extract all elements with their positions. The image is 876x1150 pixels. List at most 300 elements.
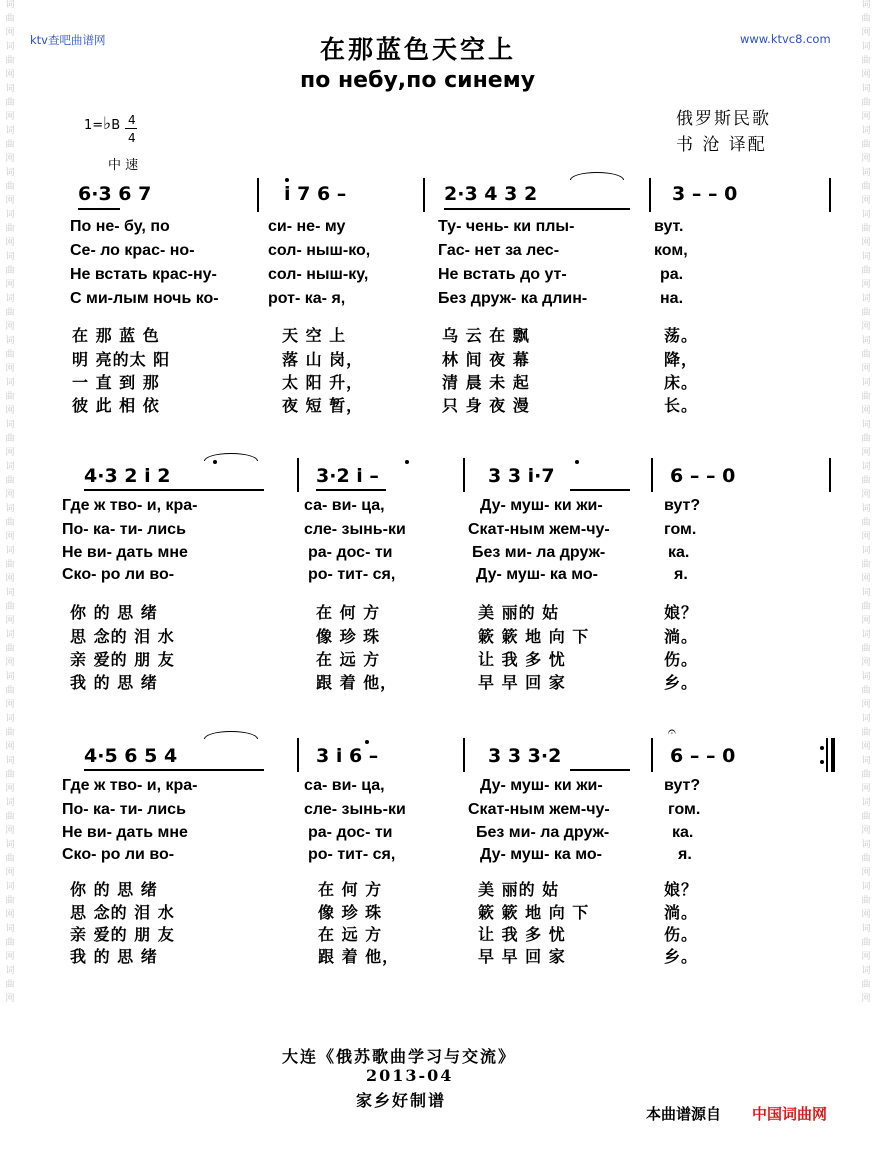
lyric-cn: 降， [664, 350, 699, 369]
lyric-ru: Ско- ро ли во- [62, 566, 175, 583]
watermark-glyph: 曲 [5, 770, 15, 780]
watermark-glyph: 网 [5, 238, 15, 248]
lyric-ru: ком, [654, 242, 688, 259]
lyric-cn: 美 丽的 姑 [478, 880, 560, 899]
watermark-glyph: 曲 [861, 896, 871, 906]
right-watermark-strip [858, 0, 874, 1150]
lyric-cn: 你 的 思 绪 [70, 603, 158, 622]
measure: 6·3 6 7 [78, 183, 152, 205]
lyric-ru: Ско- ро ли во- [62, 846, 175, 863]
lyric-ru: са- ви- ца, [304, 497, 385, 514]
translator-credit: 书 沧 译配 [676, 135, 767, 155]
high-octave-dot [575, 460, 579, 464]
eighth-underline [316, 489, 386, 491]
watermark-glyph: 曲 [861, 98, 871, 108]
watermark-glyph: 网 [5, 448, 15, 458]
watermark-glyph: 曲 [861, 602, 871, 612]
lyric-ru: рот- ка- я, [268, 290, 346, 307]
lyric-cn: 你 的 思 绪 [70, 880, 158, 899]
barline [463, 738, 465, 772]
watermark-glyph: 词 [5, 210, 15, 220]
watermark-glyph: 网 [861, 658, 871, 668]
watermark-glyph: 词 [5, 378, 15, 388]
repeat-dot [820, 760, 824, 764]
watermark-glyph: 网 [861, 574, 871, 584]
watermark-glyph: 网 [5, 490, 15, 500]
watermark-glyph: 词 [5, 336, 15, 346]
lyric-cn: 乌 云 在 飘 [442, 326, 530, 345]
watermark-glyph: 曲 [861, 518, 871, 528]
watermark-glyph: 词 [861, 252, 871, 262]
measure: 3·2 i – [316, 465, 379, 487]
watermark-glyph: 曲 [861, 560, 871, 570]
watermark-glyph: 词 [861, 840, 871, 850]
lyric-cn: 美 丽的 姑 [478, 603, 560, 622]
tie-slur [570, 172, 624, 180]
watermark-glyph: 曲 [5, 350, 15, 360]
lyric-ru: Не ви- дать мне [62, 824, 188, 841]
watermark-glyph: 曲 [861, 56, 871, 66]
footer-date: 2013-04 [366, 1066, 454, 1085]
barline [297, 738, 299, 772]
watermark-glyph: 词 [861, 672, 871, 682]
watermark-glyph: 曲 [861, 392, 871, 402]
lyric-cn: 在 何 方 [318, 880, 383, 899]
watermark-glyph: 网 [861, 154, 871, 164]
watermark-glyph: 词 [5, 294, 15, 304]
watermark-glyph: 词 [5, 168, 15, 178]
lyric-cn: 夜 短 暂， [282, 396, 364, 415]
lyric-ru: вут? [664, 497, 701, 514]
watermark-glyph: 词 [861, 588, 871, 598]
measure: 4·5 6 5 4 [84, 745, 178, 767]
lyric-cn: 在 远 方 [316, 650, 381, 669]
watermark-glyph: 词 [861, 126, 871, 136]
watermark-glyph: 曲 [5, 980, 15, 990]
watermark-glyph: 词 [5, 546, 15, 556]
lyric-cn: 太 阳 升， [282, 373, 364, 392]
watermark-glyph: 词 [5, 798, 15, 808]
watermark-glyph: 词 [861, 336, 871, 346]
source-site-link[interactable]: 中国词曲网 [752, 1105, 828, 1123]
measure: 3 3 i·7 [488, 465, 555, 487]
measure: 3 3 3·2 [488, 745, 562, 767]
watermark-glyph: 词 [861, 504, 871, 514]
watermark-glyph: 网 [5, 616, 15, 626]
watermark-glyph: 曲 [5, 98, 15, 108]
lyric-cn: 淌。 [664, 903, 699, 922]
time-signature-bottom: 4 [128, 131, 136, 145]
watermark-glyph: 曲 [861, 434, 871, 444]
lyric-cn: 早 早 回 家 [478, 673, 566, 692]
lyric-ru: ро- тит- ся, [308, 846, 396, 863]
lyric-ru: ра. [660, 266, 684, 283]
watermark-glyph: 词 [861, 420, 871, 430]
lyric-cn: 跟 着 他， [316, 673, 398, 692]
watermark-glyph: 网 [5, 406, 15, 416]
site-label-right: www.ktvc8.com [740, 32, 831, 46]
watermark-glyph: 曲 [5, 266, 15, 276]
watermark-glyph: 词 [861, 84, 871, 94]
lyric-ru: Ду- муш- ки жи- [480, 497, 603, 514]
lyric-cn: 荡。 [664, 326, 699, 345]
watermark-glyph: 词 [5, 126, 15, 136]
lyric-ru: Без друж- ка длин- [438, 290, 588, 307]
watermark-glyph: 词 [861, 378, 871, 388]
lyric-ru: ро- тит- ся, [308, 566, 396, 583]
watermark-glyph: 曲 [861, 980, 871, 990]
lyric-ru: ка. [668, 544, 690, 561]
lyric-ru: ра- дос- ти [308, 544, 393, 561]
watermark-glyph: 曲 [861, 140, 871, 150]
lyric-ru: Не ви- дать мне [62, 544, 188, 561]
watermark-glyph: 曲 [861, 854, 871, 864]
watermark-glyph: 曲 [5, 434, 15, 444]
lyric-ru: Ду- муш- ка мо- [476, 566, 598, 583]
watermark-glyph: 曲 [861, 224, 871, 234]
watermark-glyph: 网 [5, 868, 15, 878]
lyric-cn: 思 念的 泪 水 [70, 903, 175, 922]
lyric-ru: Не встать крас-ну- [70, 266, 217, 283]
watermark-glyph: 词 [861, 0, 871, 10]
barline [829, 458, 831, 492]
fermata-icon: 𝄐 [668, 724, 676, 740]
time-signature-line [125, 128, 137, 129]
lyric-cn: 思 念的 泪 水 [70, 627, 175, 646]
barline [423, 178, 425, 212]
watermark-glyph: 网 [861, 238, 871, 248]
lyric-cn: 伤。 [664, 650, 699, 669]
lyric-cn: 乡。 [664, 947, 699, 966]
watermark-glyph: 网 [861, 28, 871, 38]
watermark-glyph: 网 [5, 154, 15, 164]
watermark-glyph: 网 [5, 322, 15, 332]
watermark-glyph: 词 [861, 546, 871, 556]
lyric-cn: 明 亮的太 阳 [72, 350, 171, 369]
watermark-glyph: 网 [861, 910, 871, 920]
lyric-ru: са- ви- ца, [304, 777, 385, 794]
watermark-glyph: 曲 [5, 560, 15, 570]
lyric-ru: С ми-лым ночь ко- [70, 290, 219, 307]
lyric-cn: 彼 此 相 依 [72, 396, 160, 415]
watermark-glyph: 词 [861, 798, 871, 808]
lyric-cn: 只 身 夜 漫 [442, 396, 530, 415]
tie-slur [204, 731, 258, 739]
site-label-left: ktv查吧曲谱网 [30, 33, 106, 47]
lyric-ru: сол- ныш-ко, [268, 242, 371, 259]
watermark-glyph: 网 [861, 868, 871, 878]
high-octave-dot [285, 178, 289, 182]
watermark-glyph: 网 [861, 364, 871, 374]
watermark-glyph: 曲 [5, 476, 15, 486]
lyric-cn: 天 空 上 [282, 326, 347, 345]
watermark-glyph: 曲 [5, 14, 15, 24]
watermark-glyph: 词 [5, 966, 15, 976]
watermark-glyph: 网 [861, 532, 871, 542]
watermark-glyph: 词 [5, 924, 15, 934]
watermark-glyph: 曲 [861, 266, 871, 276]
barline [257, 178, 259, 212]
lyric-ru: Ду- муш- ки жи- [480, 777, 603, 794]
lyric-cn: 让 我 多 忧 [478, 650, 566, 669]
measure: 3 – – 0 [672, 183, 738, 205]
watermark-glyph: 词 [861, 210, 871, 220]
watermark-glyph: 曲 [5, 602, 15, 612]
lyric-cn: 淌。 [664, 627, 699, 646]
lyric-cn: 簌 簌 地 向 下 [478, 903, 590, 922]
watermark-glyph: 网 [861, 952, 871, 962]
watermark-glyph: 词 [5, 42, 15, 52]
watermark-glyph: 网 [5, 994, 15, 1004]
lyric-ru: Гас- нет за лес- [438, 242, 560, 259]
lyric-ru: Не встать до ут- [438, 266, 567, 283]
lyric-ru: Без ми- ла друж- [476, 824, 610, 841]
barline [649, 178, 651, 212]
watermark-glyph: 网 [861, 616, 871, 626]
watermark-glyph: 词 [5, 0, 15, 10]
lyric-cn: 在 远 方 [318, 925, 383, 944]
watermark-glyph: 网 [5, 280, 15, 290]
watermark-glyph: 网 [861, 70, 871, 80]
eighth-underline [78, 208, 120, 210]
watermark-glyph: 曲 [861, 350, 871, 360]
eighth-underline [570, 489, 630, 491]
barline [297, 458, 299, 492]
eighth-underline [444, 208, 630, 210]
measure: 6 – – 0 [670, 465, 736, 487]
watermark-glyph: 词 [861, 756, 871, 766]
time-signature-top: 4 [128, 113, 136, 127]
lyric-cn: 亲 爱的 朋 友 [70, 650, 175, 669]
watermark-glyph: 网 [5, 196, 15, 206]
watermark-glyph: 曲 [861, 644, 871, 654]
key-label: 1= [84, 118, 104, 133]
lyric-cn: 乡。 [664, 673, 699, 692]
lyric-ru: гом. [668, 801, 701, 818]
watermark-glyph: 曲 [5, 56, 15, 66]
source-label: 本曲谱源自 [646, 1105, 722, 1123]
watermark-glyph: 词 [861, 42, 871, 52]
watermark-glyph: 曲 [861, 728, 871, 738]
barline [829, 178, 831, 212]
lyric-cn: 在 那 蓝 色 [72, 326, 160, 345]
high-octave-dot [365, 740, 369, 744]
watermark-glyph: 网 [5, 742, 15, 752]
watermark-glyph: 词 [5, 504, 15, 514]
lyric-ru: По не- бу, по [70, 218, 170, 235]
lyric-cn: 清 晨 未 起 [442, 373, 530, 392]
origin-credit: 俄罗斯民歌 [676, 109, 771, 129]
watermark-glyph: 网 [861, 448, 871, 458]
watermark-glyph: 网 [861, 196, 871, 206]
eighth-underline [84, 489, 264, 491]
watermark-glyph: 曲 [5, 854, 15, 864]
lyric-cn: 让 我 多 忧 [478, 925, 566, 944]
lyric-ru: ра- дос- ти [308, 824, 393, 841]
watermark-glyph: 曲 [5, 308, 15, 318]
key-note: B [111, 118, 121, 133]
lyric-ru: вут? [664, 777, 701, 794]
watermark-glyph: 词 [5, 840, 15, 850]
lyric-ru: Ду- муш- ка мо- [480, 846, 602, 863]
watermark-glyph: 词 [5, 882, 15, 892]
eighth-underline [84, 769, 264, 771]
watermark-glyph: 网 [5, 784, 15, 794]
lyric-ru: на. [660, 290, 684, 307]
lyric-cn: 长。 [664, 396, 699, 415]
watermark-glyph: 网 [5, 70, 15, 80]
lyric-ru: Скат-ным жем-чу- [468, 801, 610, 818]
lyric-cn: 落 山 岗， [282, 350, 364, 369]
lyric-cn: 一 直 到 那 [72, 373, 160, 392]
watermark-glyph: 词 [5, 630, 15, 640]
tie-slur [204, 453, 258, 461]
measure: 2·3 4 3 2 [444, 183, 538, 205]
watermark-glyph: 曲 [5, 182, 15, 192]
lyric-ru: вут. [654, 218, 684, 235]
watermark-glyph: 词 [5, 588, 15, 598]
lyric-cn: 娘？ [664, 603, 699, 622]
watermark-glyph: 网 [5, 658, 15, 668]
watermark-glyph: 曲 [5, 686, 15, 696]
lyric-ru: По- ка- ти- лись [62, 801, 186, 818]
watermark-glyph: 词 [5, 462, 15, 472]
watermark-glyph: 网 [5, 910, 15, 920]
watermark-glyph: 曲 [5, 728, 15, 738]
watermark-glyph: 词 [5, 756, 15, 766]
lyric-cn: 在 何 方 [316, 603, 381, 622]
watermark-glyph: 曲 [5, 644, 15, 654]
watermark-glyph: 曲 [5, 938, 15, 948]
watermark-glyph: 词 [5, 252, 15, 262]
watermark-glyph: 网 [5, 700, 15, 710]
key-signature [84, 114, 120, 134]
lyric-ru: Ту- чень- ки плы- [438, 218, 575, 235]
lyric-ru: Где ж тво- и, кра- [62, 777, 198, 794]
watermark-glyph: 曲 [861, 812, 871, 822]
lyric-cn: 早 早 回 家 [478, 947, 566, 966]
watermark-glyph: 词 [5, 420, 15, 430]
watermark-glyph: 曲 [5, 896, 15, 906]
watermark-glyph: 曲 [861, 476, 871, 486]
lyric-ru: сол- ныш-ку, [268, 266, 369, 283]
watermark-glyph: 网 [861, 742, 871, 752]
watermark-glyph: 曲 [861, 308, 871, 318]
lyric-cn: 我 的 思 绪 [70, 673, 158, 692]
barline [826, 738, 828, 772]
measure: 3 i 6 – [316, 745, 379, 767]
key-flat: ♭ [103, 114, 112, 134]
watermark-glyph: 曲 [5, 140, 15, 150]
barline [651, 738, 653, 772]
lyric-cn: 伤。 [664, 925, 699, 944]
watermark-glyph: 网 [5, 952, 15, 962]
footer-publication: 大连《俄苏歌曲学习与交流》 [282, 1047, 517, 1066]
watermark-glyph: 曲 [861, 686, 871, 696]
tempo-marking: 中 速 [108, 158, 139, 173]
lyric-cn: 跟 着 他， [318, 947, 400, 966]
watermark-glyph: 网 [5, 826, 15, 836]
lyric-ru: Без ми- ла друж- [472, 544, 606, 561]
lyric-ru: Где ж тво- и, кра- [62, 497, 198, 514]
watermark-glyph: 词 [5, 672, 15, 682]
watermark-glyph: 网 [861, 280, 871, 290]
lyric-ru: По- ка- ти- лись [62, 521, 186, 538]
watermark-glyph: 曲 [5, 392, 15, 402]
watermark-glyph: 曲 [861, 938, 871, 948]
lyric-ru: сле- зынь-ки [304, 521, 406, 538]
lyric-cn: 林 间 夜 幕 [442, 350, 530, 369]
watermark-glyph: 曲 [861, 182, 871, 192]
watermark-glyph: 网 [861, 994, 871, 1004]
watermark-glyph: 网 [861, 322, 871, 332]
watermark-glyph: 词 [861, 462, 871, 472]
watermark-glyph: 网 [5, 112, 15, 122]
watermark-glyph: 词 [861, 714, 871, 724]
song-title-russian: по небу,по синему [300, 68, 536, 93]
watermark-glyph: 词 [861, 294, 871, 304]
lyric-ru: я. [674, 566, 688, 583]
lyric-cn: 娘？ [664, 880, 699, 899]
final-barline [831, 738, 835, 772]
watermark-glyph: 词 [861, 882, 871, 892]
watermark-glyph: 曲 [5, 812, 15, 822]
left-watermark-strip [2, 0, 18, 1150]
watermark-glyph: 曲 [861, 14, 871, 24]
watermark-glyph: 网 [861, 826, 871, 836]
watermark-glyph: 网 [861, 406, 871, 416]
watermark-glyph: 词 [861, 924, 871, 934]
watermark-glyph: 网 [861, 700, 871, 710]
lyric-cn: 亲 爱的 朋 友 [70, 925, 175, 944]
lyric-ru: Скат-ным жем-чу- [468, 521, 610, 538]
watermark-glyph: 曲 [5, 224, 15, 234]
lyric-cn: 像 珍 珠 [318, 903, 383, 922]
footer-author: 家乡好制谱 [356, 1091, 447, 1110]
watermark-glyph: 网 [861, 784, 871, 794]
barline [651, 458, 653, 492]
lyric-ru: я. [678, 846, 692, 863]
watermark-glyph: 曲 [861, 770, 871, 780]
watermark-glyph: 网 [5, 532, 15, 542]
eighth-underline [570, 769, 630, 771]
measure: i 7 6 – [284, 183, 347, 205]
song-title-chinese: 在那蓝色天空上 [320, 35, 517, 64]
measure: 4·3 2 i 2 [84, 465, 171, 487]
watermark-glyph: 网 [5, 574, 15, 584]
lyric-cn: 我 的 思 绪 [70, 947, 158, 966]
lyric-cn: 像 珍 珠 [316, 627, 381, 646]
watermark-glyph: 网 [5, 364, 15, 374]
lyric-ru: Се- ло крас- но- [70, 242, 195, 259]
watermark-glyph: 网 [861, 490, 871, 500]
lyric-ru: гом. [664, 521, 697, 538]
lyric-cn: 床。 [664, 373, 699, 392]
lyric-ru: си- не- му [268, 218, 346, 235]
watermark-glyph: 词 [5, 84, 15, 94]
watermark-glyph: 词 [861, 630, 871, 640]
watermark-glyph: 词 [861, 966, 871, 976]
watermark-glyph: 词 [5, 714, 15, 724]
watermark-glyph: 网 [861, 112, 871, 122]
high-octave-dot [405, 460, 409, 464]
barline [463, 458, 465, 492]
watermark-glyph: 曲 [5, 518, 15, 528]
watermark-glyph: 词 [861, 168, 871, 178]
lyric-ru: ка. [672, 824, 694, 841]
watermark-glyph: 网 [5, 28, 15, 38]
measure: 6 – – 0 [670, 745, 736, 767]
